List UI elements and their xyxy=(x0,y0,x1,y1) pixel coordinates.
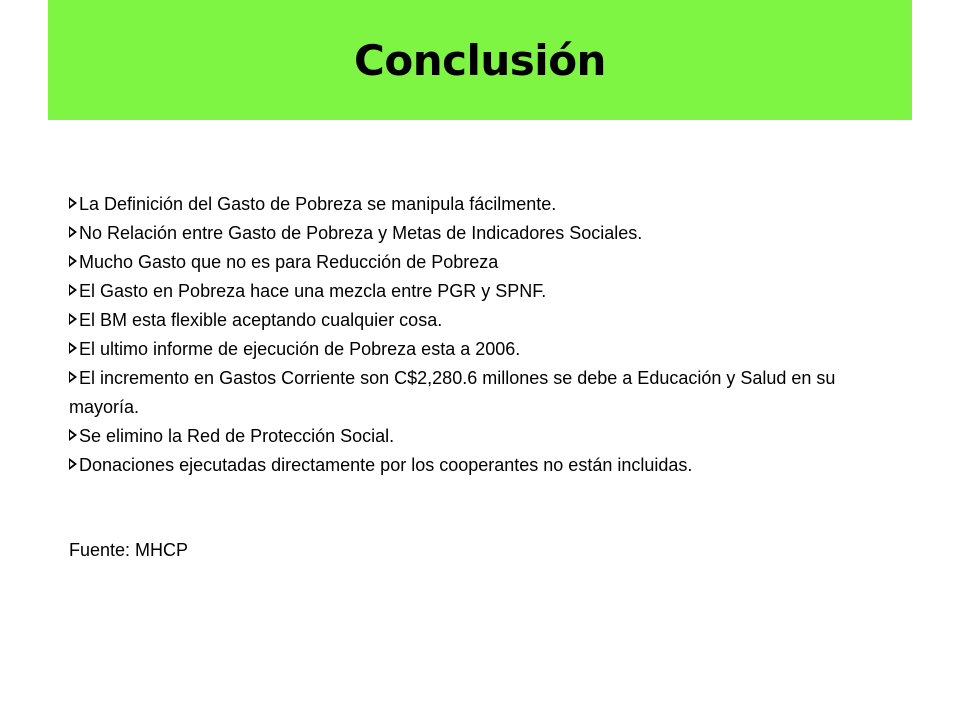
arrow-bullet-icon xyxy=(69,371,77,383)
list-item xyxy=(69,306,869,335)
list-item xyxy=(69,335,869,364)
list-item xyxy=(69,219,869,248)
conclusion-list xyxy=(69,190,869,480)
title-banner xyxy=(48,0,912,120)
list-item xyxy=(69,422,869,451)
list-item-text: Se elimino la Red de Protección Social. xyxy=(79,426,395,446)
arrow-bullet-icon xyxy=(69,458,77,470)
arrow-bullet-icon xyxy=(69,255,77,267)
list-item-text: No Relación entre Gasto de Pobreza y Metas de Indicadores Sociales. xyxy=(79,223,643,243)
arrow-bullet-icon xyxy=(69,313,77,325)
list-item-text: Donaciones ejecutadas directamente por los cooperantes no están incluidas. xyxy=(79,455,693,475)
list-item xyxy=(69,364,869,422)
slide-content xyxy=(69,190,869,480)
source-note: Fuente: MHCP xyxy=(69,540,189,560)
list-item-text: El BM esta flexible aceptando cualquier cosa. xyxy=(79,310,443,330)
list-item-text: El ultimo informe de ejecución de Pobreza esta a 2006. xyxy=(79,339,521,359)
arrow-bullet-icon xyxy=(69,226,77,238)
list-item-text: Mucho Gasto que no es para Reducción de Pobreza xyxy=(79,252,499,272)
slide-title: Conclusión xyxy=(354,35,606,85)
arrow-bullet-icon xyxy=(69,342,77,354)
list-item-text: La Definición del Gasto de Pobreza se manipula fácilmente. xyxy=(79,194,557,214)
arrow-bullet-icon xyxy=(69,284,77,296)
list-item-text: El incremento en Gastos Corriente son C$2,280.6 millones se debe a Educación y Salud en su mayoría. xyxy=(69,368,836,417)
list-item xyxy=(69,190,869,219)
arrow-bullet-icon xyxy=(69,197,77,209)
list-item xyxy=(69,248,869,277)
list-item-text: El Gasto en Pobreza hace una mezcla entre PGR y SPNF. xyxy=(79,281,547,301)
list-item xyxy=(69,277,869,306)
list-item xyxy=(69,451,869,480)
arrow-bullet-icon xyxy=(69,429,77,441)
